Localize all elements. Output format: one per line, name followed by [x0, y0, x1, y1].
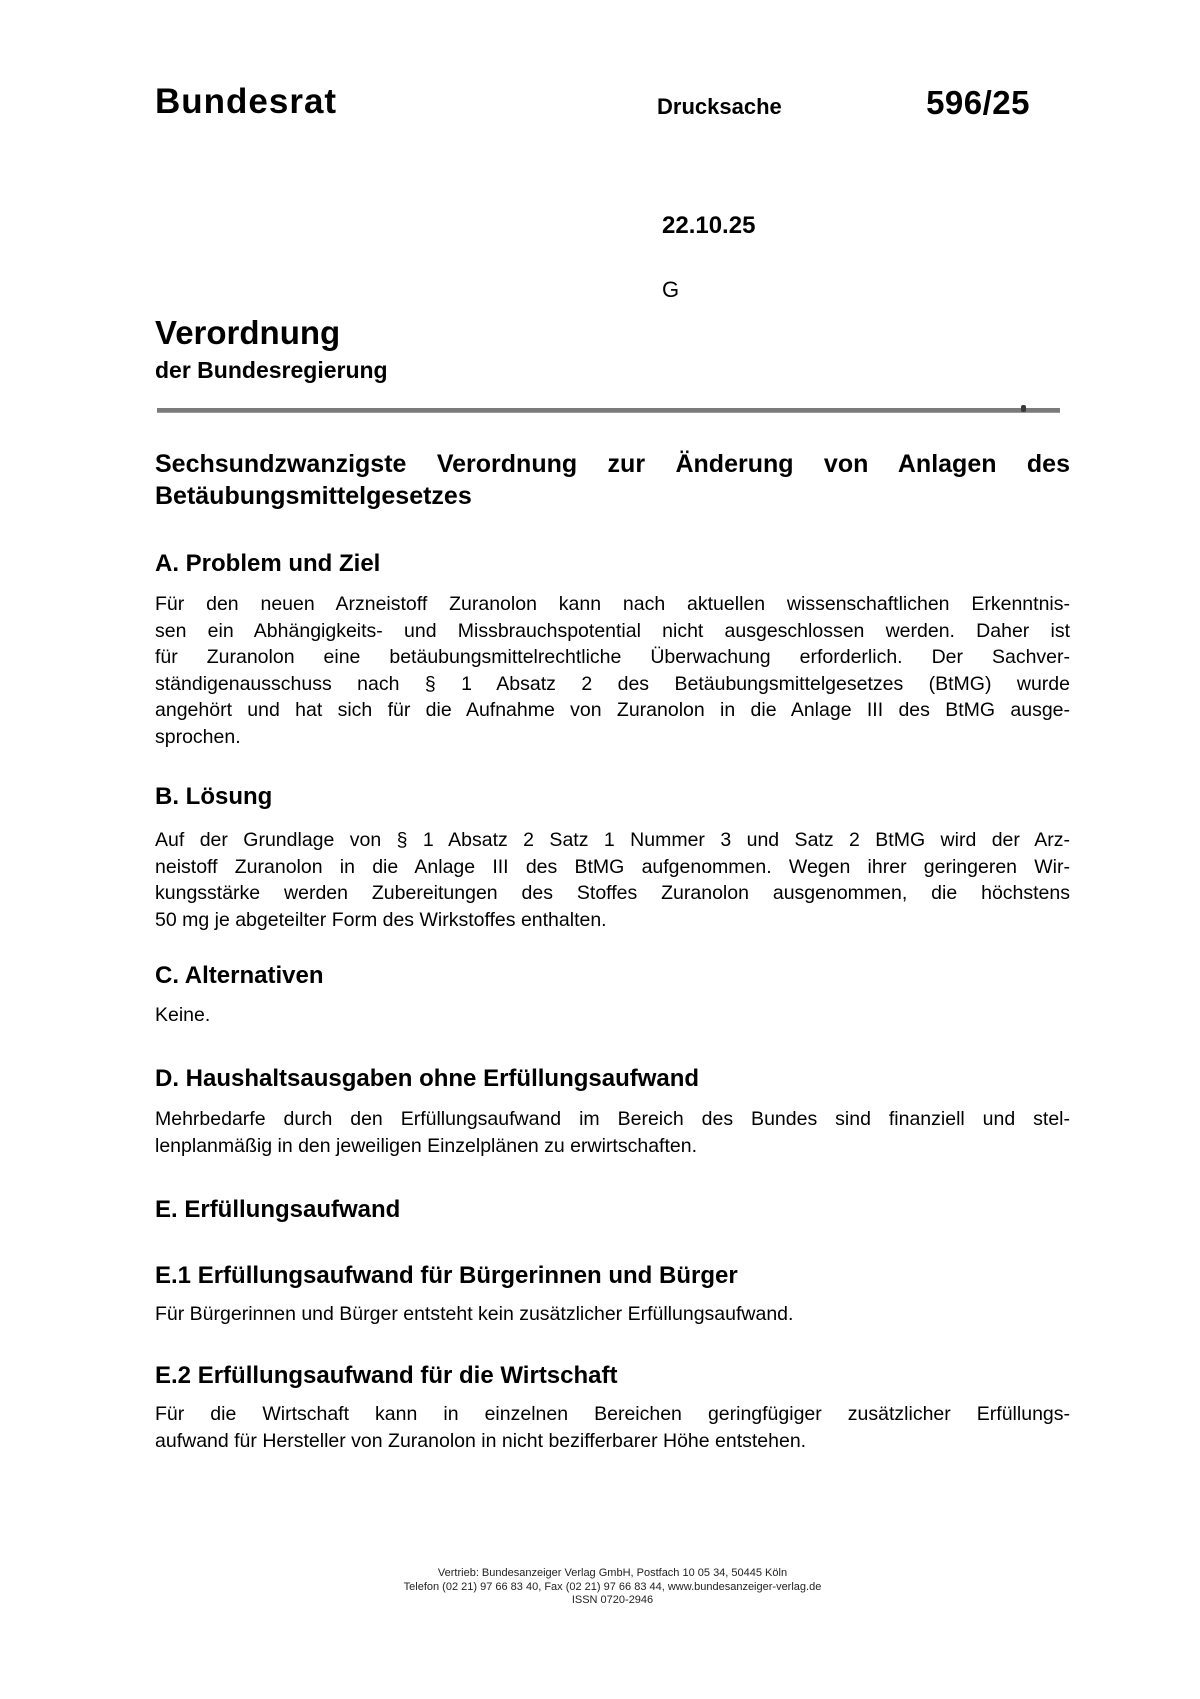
section-paragraph-d — [155, 1106, 1070, 1159]
divider-dot — [1021, 405, 1026, 412]
section-paragraph-a — [155, 591, 1070, 751]
publisher-name: Bundesrat — [155, 82, 338, 121]
document-kind: Verordnung — [155, 314, 341, 351]
section-paragraph-e1 — [155, 1301, 1070, 1328]
text-line: 50 mg je abgeteilter Form des Wirkstoffes enthalten. — [155, 908, 607, 931]
footer-distribution-line: Vertrieb: Bundesanzeiger Verlag GmbH, Postfach 10 05 34, 50445 Köln — [437, 1567, 788, 1579]
header-divider-rule — [157, 408, 1060, 413]
text-line: Betäubungsmittelgesetzes — [155, 482, 472, 510]
document-type-label: Drucksache — [657, 94, 782, 119]
text-line: aufwand für Hersteller von Zuranolon in nicht bezifferbarer Höhe entstehen. — [155, 1429, 807, 1452]
footer-imprint — [155, 1567, 1070, 1608]
text-line: Mehrbedarfe durch den Erfüllungsaufwand im Bereich des Bundes sind finanziell und stel- — [155, 1108, 1070, 1130]
footer-issn-line: ISSN 0720-2946 — [571, 1594, 654, 1606]
text-line: Auf der Grundlage von § 1 Absatz 2 Satz 1 Nummer 3 und Satz 2 BtMG wird der Arz- — [155, 829, 1070, 851]
document-kind-issuer: der Bundesregierung — [155, 357, 388, 383]
footer-contact-line: Telefon (02 21) 97 66 83 40, Fax (02 21) 97 66 83 44, www.bundesanzeiger-verlag.de — [403, 1580, 822, 1593]
text-line: Sechsundzwanzigste Verordnung zur Änderung von Anlagen des — [155, 450, 1070, 478]
text-line: sen ein Abhängigkeits- und Missbrauchspotential nicht ausgeschlossen werden. Daher ist — [155, 619, 1070, 642]
section-paragraph-b — [155, 827, 1070, 933]
text-line: angehört und hat sich für die Aufnahme von Zuranolon in die Anlage III des BtMG ausge- — [155, 699, 1070, 722]
text-line: kungsstärke werden Zubereitungen des Stoffes Zuranolon ausgenommen, die höchstens — [155, 882, 1070, 905]
document-title — [155, 448, 1070, 512]
text-line: für Zuranolon eine betäubungsmittelrechtliche Überwachung erforderlich. Der Sachver- — [155, 646, 1070, 669]
document-number: 596/25 — [926, 84, 1030, 121]
text-line: Für die Wirtschaft kann in einzelnen Bereichen geringfügiger zusätzlicher Erfüllungs- — [155, 1403, 1070, 1425]
section-heading-e2: E.2 Erfüllungsaufwand für die Wirtschaft — [155, 1362, 618, 1389]
text-line: ständigenausschuss nach § 1 Absatz 2 des Betäubungsmittelgesetzes (BtMG) wurde — [155, 672, 1070, 695]
section-heading-e: E. Erfüllungsaufwand — [155, 1196, 401, 1223]
section-paragraph-e2 — [155, 1401, 1070, 1454]
text-line: sprochen. — [155, 725, 241, 748]
section-heading-e1: E.1 Erfüllungsaufwand für Bürgerinnen und Bürger — [155, 1262, 738, 1289]
text-line: Keine. — [155, 1004, 211, 1026]
section-heading-b: B. Lösung — [155, 783, 273, 810]
text-line: lenplanmäßig in den jeweiligen Einzelplänen zu erwirtschaften. — [155, 1134, 697, 1157]
text-line: Für den neuen Arzneistoff Zuranolon kann nach aktuellen wissenschaftlichen Erkenntnis- — [155, 593, 1070, 615]
text-line: neistoff Zuranolon in die Anlage III des BtMG aufgenommen. Wegen ihrer geringeren Wir- — [155, 855, 1070, 878]
section-heading-d: D. Haushaltsausgaben ohne Erfüllungsaufwand — [155, 1065, 700, 1092]
section-heading-c: C. Alternativen — [155, 962, 324, 989]
category-letter: G — [662, 277, 680, 302]
section-paragraph-c — [155, 1002, 1070, 1029]
section-heading-a: A. Problem und Ziel — [155, 550, 381, 577]
text-line: Für Bürgerinnen und Bürger entsteht kein zusätzlicher Erfüllungsaufwand. — [155, 1303, 794, 1325]
document-date: 22.10.25 — [662, 212, 756, 239]
